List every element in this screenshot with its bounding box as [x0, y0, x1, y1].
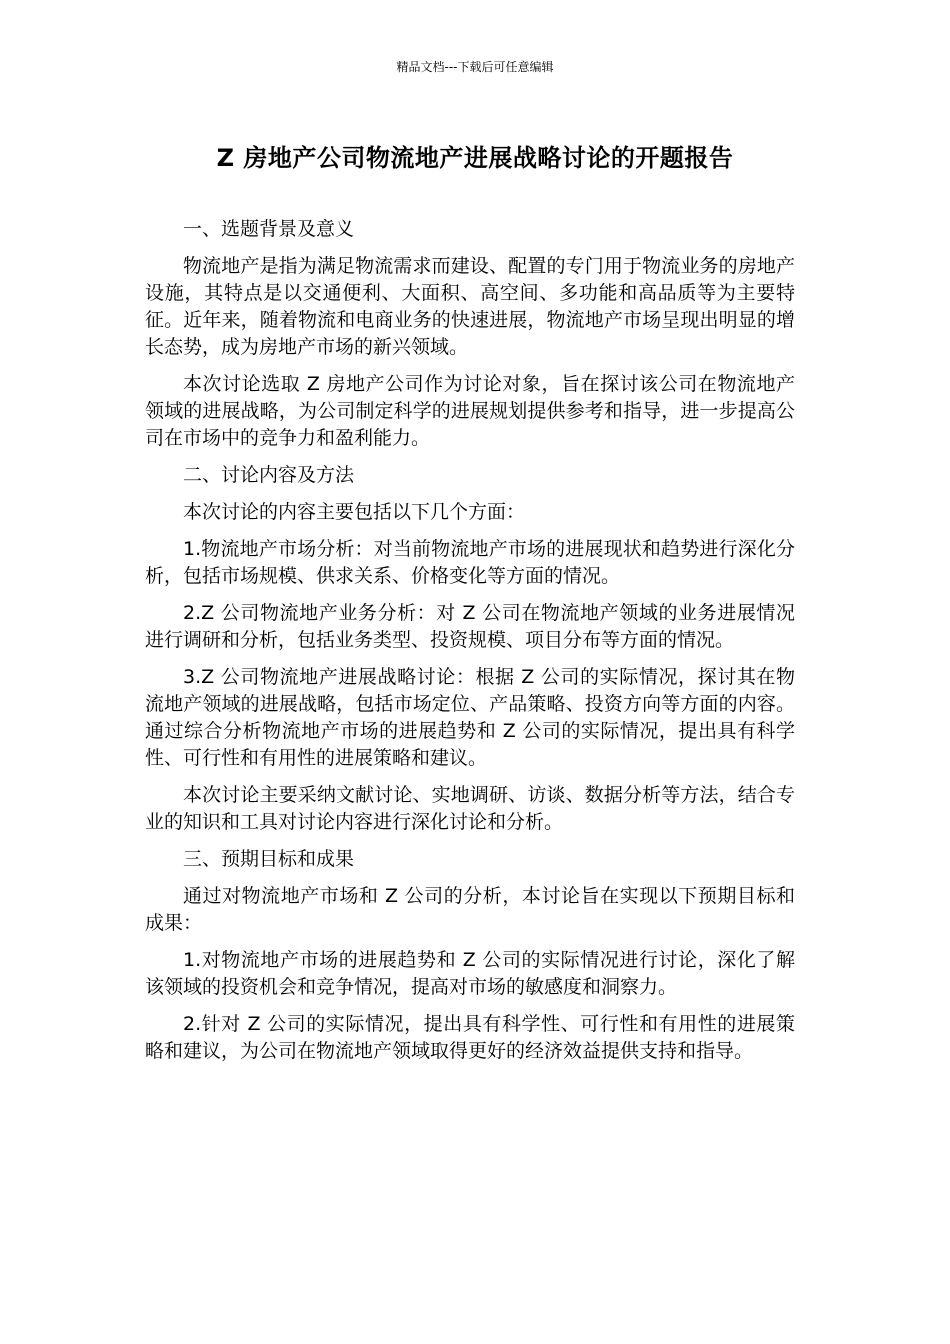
document-title: Z 房地产公司物流地产进展战略讨论的开题报告 [216, 144, 734, 172]
paragraph-methods: 本次讨论主要采纳文献讨论、实地调研、访谈、数据分析等方法，结合专业的知识和工具对讨论内容进行深化讨论和分析。 [145, 784, 795, 833]
paragraph-item-business-analysis: 2.Z 公司物流地产业务分析：对 Z 公司在物流地产领域的业务进展情况进行调研和分析，包括业务类型、投资规模、项目分布等方面的情况。 [145, 602, 795, 651]
paragraph-goal-1: 1.对物流地产市场的进展趋势和 Z 公司的实际情况进行讨论，深化了解该领域的投资机会和竞争情况，提高对市场的敏感度和洞察力。 [145, 949, 795, 998]
document-body [145, 216, 795, 1075]
paragraph-goal-2: 2.针对 Z 公司的实际情况，提出具有科学性、可行性和有用性的进展策略和建议，为公司在物流地产领域取得更好的经济效益提供支持和指导。 [145, 1013, 795, 1062]
paragraph-item-strategy: 3.Z 公司物流地产进展战略讨论：根据 Z 公司的实际情况，探讨其在物流地产领域的进展战略，包括市场定位、产品策略、投资方向等方面的内容。通过综合分析物流地产市场的进展趋势和 Z 公司的实际情况，提出具有科学性、可行性和有用性的进展策略和建议。 [145, 666, 795, 769]
paragraph-content-intro: 本次讨论的内容主要包括以下几个方面： [183, 501, 526, 523]
header-note: 精品文档---下载后可任意编辑 [396, 60, 554, 74]
section-heading-content-method: 二、讨论内容及方法 [183, 464, 355, 486]
paragraph-goals-intro: 通过对物流地产市场和 Z 公司的分析，本讨论旨在实现以下预期目标和成果： [145, 885, 795, 934]
paragraph-logistics-definition: 物流地产是指为满足物流需求而建设、配置的专门用于物流业务的房地产设施，其特点是以交通便利、大面积、高空间、多功能和高品质等为主要特征。近年来，随着物流和电商业务的快速进展，物流地产市场呈现出明显的增长态势，成为房地产市场的新兴领域。 [145, 255, 795, 358]
paragraph-item-market-analysis: 1.物流地产市场分析：对当前物流地产市场的进展现状和趋势进行深化分析，包括市场规模、供求关系、价格变化等方面的情况。 [145, 538, 795, 587]
section-heading-goals: 三、预期目标和成果 [183, 848, 355, 870]
section-heading-background: 一、选题背景及意义 [183, 218, 355, 240]
paragraph-research-object: 本次讨论选取 Z 房地产公司作为讨论对象，旨在探讨该公司在物流地产领域的进展战略，为公司制定科学的进展规划提供参考和指导，进一步提高公司在市场中的竞争力和盈利能力。 [145, 373, 795, 449]
